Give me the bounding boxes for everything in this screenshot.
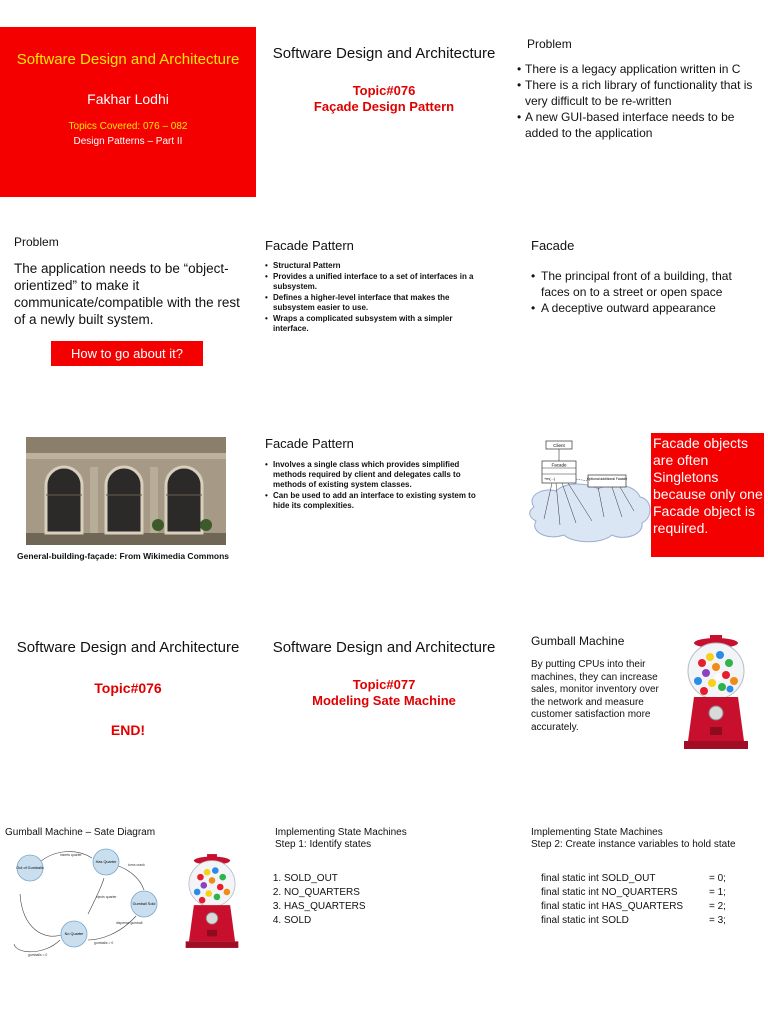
state-variables — [541, 872, 726, 928]
slide-heading — [531, 827, 736, 851]
list-item: • A deceptive outward appearance — [531, 300, 761, 316]
transition-gumballs-eq-0: gumballs = 0 — [28, 953, 48, 957]
heading-line-1: Implementing State Machines — [275, 827, 407, 838]
end-label: END! — [110, 722, 146, 738]
transition-gumballs-gt-0: gumballs > 0 — [94, 941, 114, 945]
topic-number: Topic#077 — [352, 677, 416, 692]
slide-heading — [275, 827, 407, 851]
client-label: Client — [553, 443, 565, 448]
caption-name: General-building-façade — [17, 551, 115, 561]
code-value: = 2; — [709, 901, 726, 912]
slide-facade-definition — [512, 228, 768, 398]
code-line — [541, 872, 726, 886]
list-item: • The principal front of a building, that faces on to a street or open space — [531, 268, 761, 300]
facade-class-label: Facade — [551, 462, 567, 468]
slide-gumball-machine — [512, 625, 768, 795]
code-decl: final static int NO_QUARTERS — [541, 887, 678, 898]
list-item: • Can be used to add an interface to existing system to hide its complexities. — [265, 491, 490, 511]
transition-dispense-gumball: dispense gumball — [116, 921, 143, 925]
transition-turns-crank: turns crank — [128, 863, 145, 867]
list-item: • Wraps a complicated subsystem with a simpler interface. — [265, 314, 490, 334]
code-value: = 1; — [709, 887, 726, 898]
code-line — [541, 914, 726, 928]
slide-heading: Software Design and Architecture — [272, 45, 496, 62]
slide-building-photo — [0, 429, 256, 599]
slide-title — [0, 27, 256, 197]
slide-facade-diagram — [512, 429, 768, 599]
state-no-quarter: No Quarter — [64, 932, 84, 936]
image-caption — [17, 551, 229, 561]
slide-problem-2 — [0, 228, 256, 398]
topic-name: Modeling Sate Machine — [312, 693, 456, 708]
gumball-machine-image — [184, 852, 240, 950]
heading-line-2: Step 1: Identify states — [275, 839, 372, 850]
slide-state-step-1 — [256, 822, 512, 992]
slide-heading: Facade Pattern — [265, 436, 354, 451]
code-line — [541, 900, 726, 914]
building-facade-image — [26, 437, 226, 545]
state-gumball-sold: Gumball Sold — [132, 902, 156, 906]
slide-subtitle: Design Patterns – Part II — [73, 136, 183, 147]
pattern-bullets — [265, 460, 490, 511]
author-name: Fakhar Lodhi — [87, 91, 169, 107]
slide-heading: Facade — [531, 238, 575, 253]
heading-line-2: Step 2: Create instance variables to hold state — [531, 839, 736, 850]
facade-bullets — [531, 268, 761, 316]
code-value: = 3; — [709, 915, 726, 926]
pattern-bullets — [265, 261, 490, 334]
slide-title-heading: Software Design and Architecture — [16, 51, 240, 68]
topics-covered: Topics Covered: 076 – 082 — [68, 121, 188, 132]
caption-source: : From Wikimedia Commons — [114, 551, 229, 561]
list-item: 4. SOLD — [284, 914, 366, 928]
list-item: • There is a legacy application written in C — [517, 61, 765, 77]
slide-heading: Problem — [14, 235, 59, 249]
code-decl: final static int HAS_QUARTERS — [541, 901, 684, 912]
list-item: • A new GUI-based interface needs to be added to the application — [517, 109, 765, 141]
list-item: 1. SOLD_OUT — [284, 872, 366, 886]
list-item: • Defines a higher-level interface that makes the subsystem easier to use. — [265, 293, 490, 313]
code-decl: final static int SOLD — [541, 915, 629, 926]
list-item: • Involves a single class which provides simplified methods required by client and delegates calls to methods of existing system classes. — [265, 460, 490, 490]
state-list — [272, 872, 366, 928]
facade-uml-diagram — [526, 437, 656, 547]
slide-facade-pattern-1 — [256, 228, 512, 398]
list-item: 2. NO_QUARTERS — [284, 886, 366, 900]
slide-heading: Software Design and Architecture — [16, 639, 240, 656]
transition-inserts-quarter: inserts quarter — [60, 853, 82, 857]
slide-state-diagram — [0, 822, 256, 992]
state-has-quarter: Has Quarter — [95, 860, 117, 864]
slide-facade-pattern-2 — [256, 429, 512, 599]
topic-name: Façade Design Pattern — [313, 99, 455, 114]
singleton-note: Facade objects are often Singletons because only one Facade object is required. — [651, 433, 764, 557]
gumball-description: By putting CPUs into their machines, they can increase sales, monitor inventory over the network and measure customer satisfaction more accurately. — [531, 659, 659, 733]
slide-heading: Gumball Machine – Sate Diagram — [5, 827, 156, 838]
slide-state-step-2 — [512, 822, 768, 992]
topic-number: Topic#076 — [352, 83, 416, 98]
slide-problem-1 — [512, 27, 768, 197]
problem-bullets — [517, 61, 765, 141]
slide-heading: Facade Pattern — [265, 238, 354, 253]
list-item: 3. HAS_QUARTERS — [284, 900, 366, 914]
list-item: • Provides a unified interface to a set of interfaces in a subsystem. — [265, 272, 490, 292]
slide-heading: Problem — [527, 37, 572, 51]
heading-line-1: Implementing State Machines — [531, 827, 663, 838]
slide-topic-076-end — [0, 625, 256, 795]
list-item: • There is a rich library of functionality that is very difficult to be re-written — [517, 77, 765, 109]
code-value: = 0; — [709, 873, 726, 884]
code-decl: final static int SOLD_OUT — [541, 873, 656, 884]
code-line — [541, 886, 726, 900]
state-out-of-gumballs: Out of Gumballs — [16, 866, 44, 870]
slide-topic-076 — [256, 27, 512, 197]
problem-body: The application needs to be “object-orientized” to make it communicate/compatible with the rest of a newly built system. — [14, 261, 240, 327]
list-item: • Structural Pattern — [265, 261, 490, 271]
facade-method-label: +m(...) — [544, 477, 556, 481]
transition-ejects-quarter: ejects quarter — [96, 895, 117, 899]
optional-facade-label: Optional additional Facade — [586, 477, 628, 481]
slide-heading: Software Design and Architecture — [272, 639, 496, 656]
state-diagram — [4, 844, 164, 962]
gumball-machine-image — [682, 633, 750, 751]
slide-topic-077 — [256, 625, 512, 795]
topic-number: Topic#076 — [94, 680, 162, 696]
callout-box: How to go about it? — [51, 341, 203, 366]
slide-heading: Gumball Machine — [531, 634, 625, 648]
